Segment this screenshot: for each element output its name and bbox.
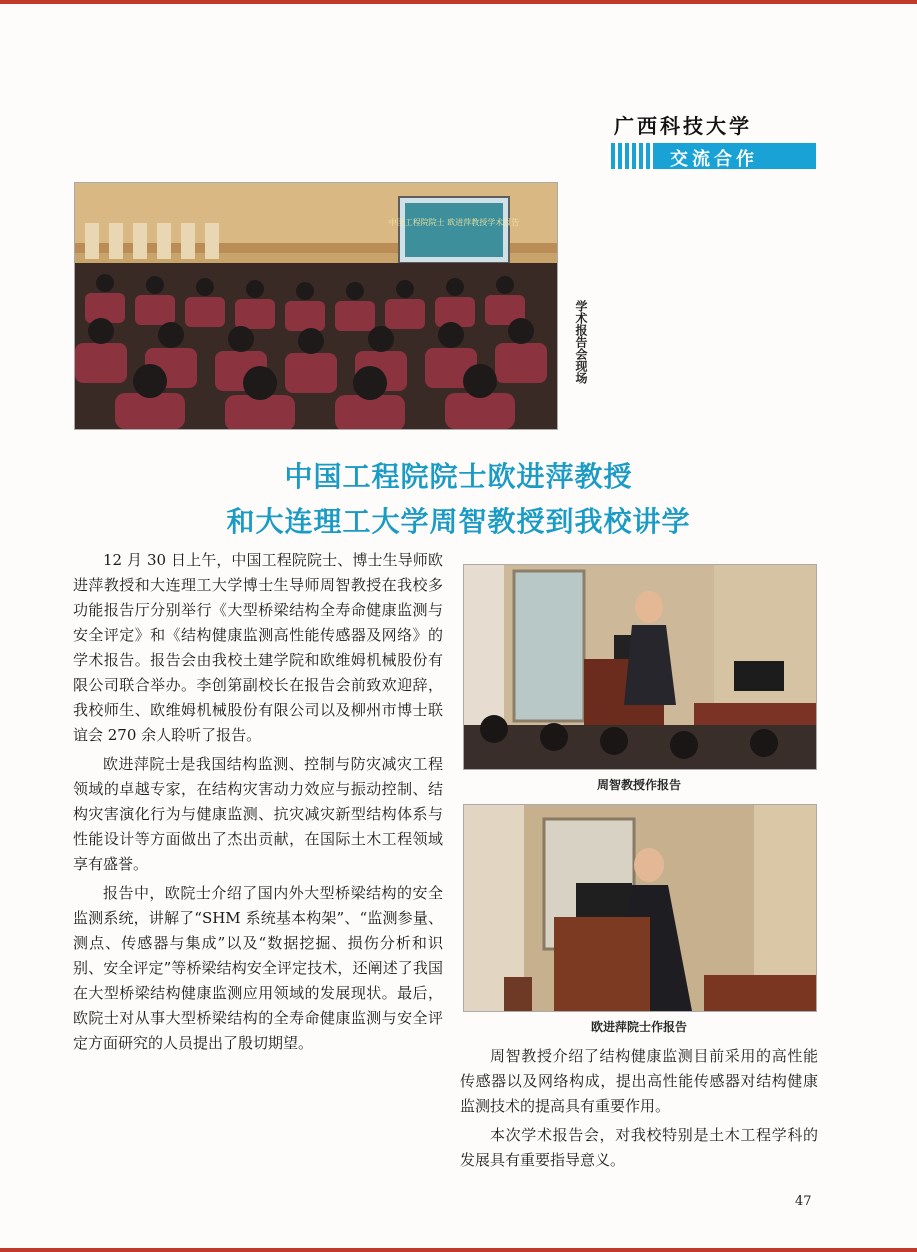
paragraph: 12 月 30 日上午，中国工程院院士、博士生导师欧进萍教授和大连理工大学博士生导师周智教授在我校多功能报告厅分别举行《大型桥梁结构全寿命健康监测与安全评定》和《结构健康监测高性能传感器及网络》的学术报告。报告会由我校土建学院和欧维姆机械股份有限公司联合举办。李创第副校长在报告会前致欢迎辞，我校师生、欧维姆机械股份有限公司以及柳州市博士联谊会 270 余人聆听了报告。 [73,551,443,744]
page-number: 47 [795,1194,812,1209]
school-name: 广西科技大学 [614,114,752,138]
top-rule [0,0,917,4]
zhou-lecture-photo [463,564,817,770]
ou-photo-caption: 欧进萍院士作报告 [590,1020,687,1034]
article-title-line2: 和大连理工大学周智教授到我校讲学 [226,505,691,538]
slide-text: 中国工程院院士 欧进萍教授学术报告 [388,218,520,227]
paragraph: 报告中，欧院士介绍了国内外大型桥梁结构的安全监测系统，讲解了“SHM 系统基本构架”、“监测参量、测点、传感器与集成”以及“数据挖掘、损伤分析和识别、安全评定”等桥梁结构安全评定技术，还阐述了我国在大型桥梁结构健康监测应用领域的发展现状。最后，欧院士对从事大型桥梁结构的全寿命健康监测与安全评定方面研究的人员提出了殷切期望。 [73,884,443,1052]
page-header [608,110,818,169]
paragraph: 本次学术报告会，对我校特别是土木工程学科的发展具有重要指导意义。 [460,1126,818,1169]
paragraph: 周智教授介绍了结构健康监测目前采用的高性能传感器以及网络构成，提出高性能传感器对结构健康监测技术的提高具有重要作用。 [460,1047,818,1115]
main-photo-caption: 学术报告会现场 [574,300,588,384]
section-banner [608,143,816,169]
auditorium-photo [74,182,558,430]
zhou-photo-caption: 周智教授作报告 [596,778,681,792]
banner-stripes [608,143,654,169]
ou-lecture-photo [463,804,817,1012]
article-title-line1: 中国工程院院士欧进萍教授 [284,460,633,493]
section-label: 交流合作 [670,149,758,170]
article-body-right [460,1044,818,1177]
paragraph: 欧进萍院士是我国结构监测、控制与防灾减灾工程领域的卓越专家，在结构灾害动力效应与振动控制、结构灾害演化行为与健康监测、抗灾减灾新型结构体系与性能设计等方面做出了杰出贡献，在国际土木工程领域享有盛誉。 [73,755,443,873]
article-body-left [73,548,443,1060]
bottom-rule [0,1248,917,1252]
